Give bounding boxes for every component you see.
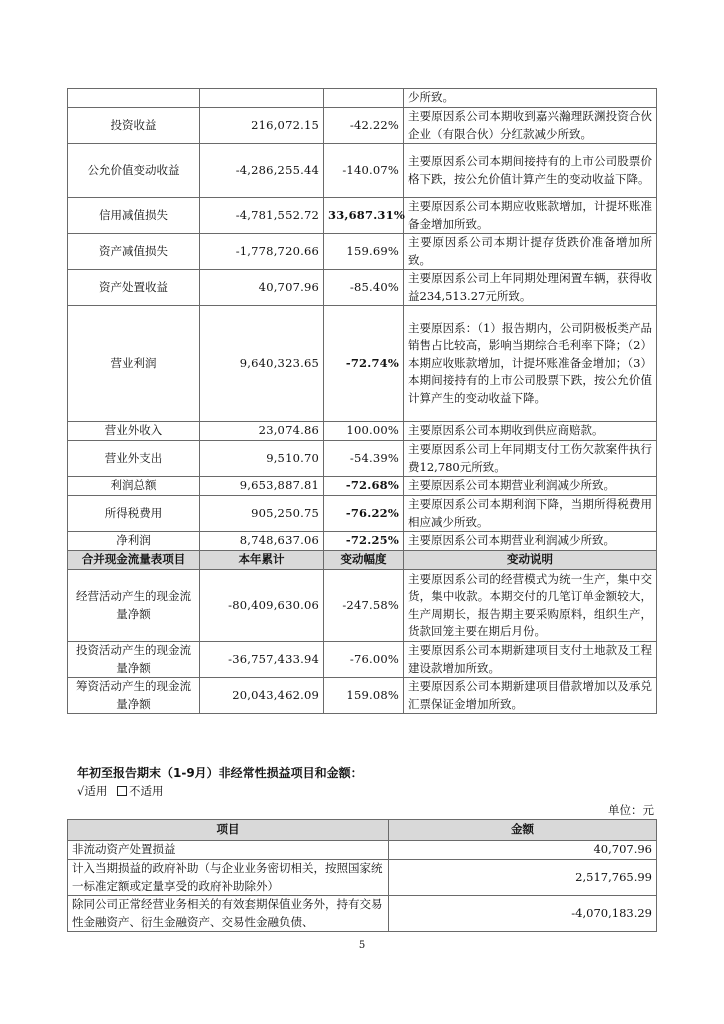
table-row (68, 234, 657, 270)
table-row (68, 570, 657, 642)
row-change: -85.40% (324, 270, 404, 306)
table-row (68, 860, 657, 896)
row-change (324, 89, 404, 108)
row-reason: 主要原因系公司本期收到供应商赔款。 (404, 422, 657, 441)
row-change: -76.22% (324, 496, 404, 532)
row-amount: 9,510.70 (200, 441, 324, 477)
table-row (68, 89, 657, 108)
row-amount: -4,070,183.29 (389, 896, 657, 932)
table-row (68, 198, 657, 234)
row-reason: 主要原因系公司本期应收账款增加，计提坏账准备金增加所致。 (404, 198, 657, 234)
header-change: 变动幅度 (324, 551, 404, 570)
unit-label: 单位：元 (608, 803, 654, 817)
non-recurring-table (67, 819, 657, 932)
row-item: 资产处置收益 (68, 270, 200, 306)
row-amount: 216,072.15 (200, 108, 324, 144)
row-amount: 9,640,323.65 (200, 306, 324, 422)
applicability-line (77, 783, 163, 799)
empty-checkbox-icon (117, 786, 127, 796)
row-change: -72.74% (324, 306, 404, 422)
header-item: 合并现金流量表项目 (68, 551, 200, 570)
table-row (68, 108, 657, 144)
row-reason: 主要原因系公司本期营业利润减少所致。 (404, 532, 657, 551)
header-amount: 本年累计 (200, 551, 324, 570)
table-row (68, 144, 657, 198)
row-change: -72.68% (324, 477, 404, 496)
table-row (68, 642, 657, 678)
row-reason: 少所致。 (404, 89, 657, 108)
row-item: 净利润 (68, 532, 200, 551)
row-change: 159.69% (324, 234, 404, 270)
row-change: -42.22% (324, 108, 404, 144)
row-change: -76.00% (324, 642, 404, 678)
row-reason: 主要原因系公司本期计提存货跌价准备增加所致。 (404, 234, 657, 270)
row-reason: 主要原因系公司本期营业利润减少所致。 (404, 477, 657, 496)
row-amount: 2,517,765.99 (389, 860, 657, 896)
row-change: -247.58% (324, 570, 404, 642)
row-change: 159.08% (324, 678, 404, 714)
table-row (68, 306, 657, 422)
row-change: -72.25% (324, 532, 404, 551)
table-row (68, 896, 657, 932)
row-amount: 23,074.86 (200, 422, 324, 441)
row-item: 经营活动产生的现金流量净额 (68, 570, 200, 642)
row-amount: 9,653,887.81 (200, 477, 324, 496)
row-item: 公允价值变动收益 (68, 144, 200, 198)
header-reason: 变动说明 (404, 551, 657, 570)
row-reason: 主要原因系公司的经营模式为统一生产，集中交货，集中收款。本期交付的几笔订单金额较大，生产周期长，报告期主要采购原料，组织生产，货款回笼主要在期后月份。 (404, 570, 657, 642)
row-item: 非流动资产处置损益 (68, 841, 389, 860)
row-item: 投资收益 (68, 108, 200, 144)
row-amount: -36,757,433.94 (200, 642, 324, 678)
row-change: 100.00% (324, 422, 404, 441)
header-item: 项目 (68, 820, 389, 841)
row-amount (200, 89, 324, 108)
table-row (68, 477, 657, 496)
table-row (68, 841, 657, 860)
page-number: 5 (358, 940, 366, 951)
row-item: 资产减值损失 (68, 234, 200, 270)
row-item: 所得税费用 (68, 496, 200, 532)
row-amount: 40,707.96 (389, 841, 657, 860)
row-reason: 主要原因系公司本期收到嘉兴瀚理跃渊投资合伙企业（有限合伙）分红款减少所致。 (404, 108, 657, 144)
row-item: 筹资活动产生的现金流量净额 (68, 678, 200, 714)
header-amount: 金额 (389, 820, 657, 841)
row-item: 除同公司正常经营业务相关的有效套期保值业务外，持有交易性金融资产、衍生金融资产、交易性金融负债、 (68, 896, 389, 932)
row-amount: 905,250.75 (200, 496, 324, 532)
row-item (68, 89, 200, 108)
table-row (68, 422, 657, 441)
row-amount: -1,778,720.66 (200, 234, 324, 270)
row-item: 计入当期损益的政府补助（与企业业务密切相关，按照国家统一标准定额或定量享受的政府补助除外） (68, 860, 389, 896)
row-reason: 主要原因系公司本期利润下降，当期所得税费用相应减少所致。 (404, 496, 657, 532)
row-amount: 20,043,462.09 (200, 678, 324, 714)
row-item: 营业外支出 (68, 441, 200, 477)
row-change: 33,687.31% (324, 198, 404, 234)
row-change: -140.07% (324, 144, 404, 198)
row-reason: 主要原因系公司本期新建项目借款增加以及承兑汇票保证金增加所致。 (404, 678, 657, 714)
not-applicable-option: 不适用 (128, 784, 164, 798)
row-reason: 主要原因系公司上年同期处理闲置车辆，获得收益234,513.27元所致。 (404, 270, 657, 306)
cashflow-header-row (68, 551, 657, 570)
table-row (68, 678, 657, 714)
row-amount: -4,781,552.72 (200, 198, 324, 234)
row-item: 营业外收入 (68, 422, 200, 441)
applicable-option: √适用 (77, 784, 108, 798)
row-reason: 主要原因系公司上年同期支付工伤欠款案件执行费12,780元所致。 (404, 441, 657, 477)
row-amount: 8,748,637.06 (200, 532, 324, 551)
row-reason: 主要原因系公司本期新建项目支付土地款及工程建设款增加所致。 (404, 642, 657, 678)
row-reason: 主要原因系公司本期间接持有的上市公司股票价格下跌，按公允价值计算产生的变动收益下降。 (404, 144, 657, 198)
section-title: 年初至报告期末（1-9月）非经常性损益项目和金额： (77, 766, 363, 780)
row-amount: 40,707.96 (200, 270, 324, 306)
table-row (68, 441, 657, 477)
income-change-table (67, 88, 657, 714)
row-item: 投资活动产生的现金流量净额 (68, 642, 200, 678)
table-header-row (68, 820, 657, 841)
row-item: 利润总额 (68, 477, 200, 496)
row-amount: -80,409,630.06 (200, 570, 324, 642)
row-item: 信用减值损失 (68, 198, 200, 234)
row-item: 营业利润 (68, 306, 200, 422)
row-change: -54.39% (324, 441, 404, 477)
row-amount: -4,286,255.44 (200, 144, 324, 198)
table-row (68, 270, 657, 306)
table-row (68, 496, 657, 532)
row-reason: 主要原因系：（1）报告期内，公司阴极板类产品销售占比较高，影响当期综合毛利率下降；（2）本期应收账款增加，计提坏账准备金增加；（3）本期间接持有的上市公司股票下跌，按公允价值计算产生的变动收益下降。 (404, 306, 657, 422)
table-row (68, 532, 657, 551)
